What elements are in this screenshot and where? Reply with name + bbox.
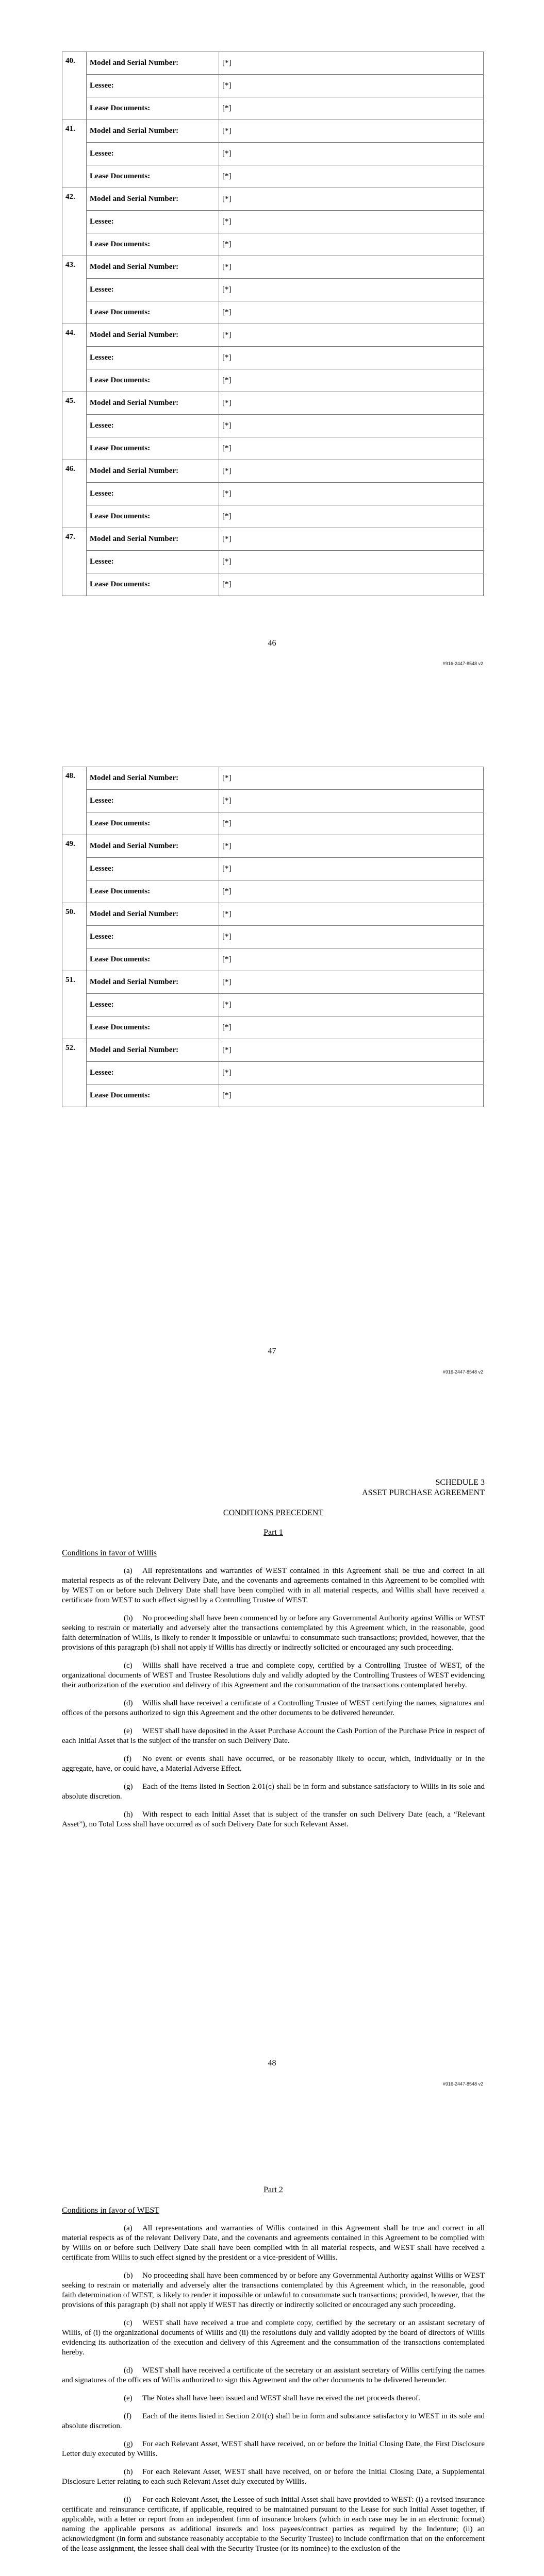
lease-documents-label: Lease Documents: <box>87 1016 219 1039</box>
lessee-label: Lessee: <box>87 415 219 437</box>
table-row <box>62 971 484 994</box>
lease-documents-value: [*] <box>219 505 484 528</box>
lease-documents-value: [*] <box>219 573 484 596</box>
lease-documents-value: [*] <box>219 812 484 835</box>
page-number: 48 <box>268 2059 276 2067</box>
paragraph-text: For each Relevant Asset, WEST shall have received, on or before the Initial Closing Date, a Supplemental Disclosure Letter relating to each such Relevant Asset duly executed by Willis. <box>62 2468 485 2486</box>
doc-id: #916-2447-8548 v2 <box>442 1369 483 1375</box>
condition-paragraph <box>62 1661 485 1690</box>
model-serial-label: Model and Serial Number: <box>87 120 219 143</box>
table-row <box>62 948 484 971</box>
page-48 <box>0 1478 544 1829</box>
table-row <box>62 926 484 948</box>
table-row <box>62 528 484 551</box>
item-number: 43. <box>62 256 87 324</box>
model-serial-label: Model and Serial Number: <box>87 1039 219 1062</box>
paragraph-text: All representations and warranties of WEST contained in this Agreement shall be true and correct in all material respects as of the relevant Delivery Date, and the covenants and agreements contained in this Agreement to be complied with by WEST on or before such Delivery Date shall have been complied with in all material respects, and Willis shall have received a certificate from WEST to such effect signed by a Controlling Trustee of WEST. <box>62 1567 485 1604</box>
condition-paragraph <box>62 2224 485 2263</box>
lessee-value: [*] <box>219 279 484 301</box>
table-row <box>62 437 484 460</box>
model-serial-value: [*] <box>219 324 484 347</box>
lessee-value: [*] <box>219 347 484 369</box>
subsection-title: Conditions in favor of Willis <box>62 1549 157 1557</box>
lessee-value: [*] <box>219 483 484 505</box>
lease-documents-label: Lease Documents: <box>87 1084 219 1107</box>
paragraph-label: (g) <box>124 1783 133 1791</box>
paragraph-text: No event or events shall have occurred, or be reasonably likely to occur, which, individually or in the aggregate, have, or could have, a Material Adverse Effect. <box>62 1755 485 1773</box>
table-row <box>62 97 484 120</box>
model-serial-label: Model and Serial Number: <box>87 188 219 211</box>
condition-paragraph <box>62 2394 485 2403</box>
lease-documents-value: [*] <box>219 97 484 120</box>
condition-paragraph <box>62 1810 485 1829</box>
paragraph-label: (c) <box>124 1662 133 1670</box>
paragraph-label: (a) <box>124 2224 133 2232</box>
lessee-value: [*] <box>219 926 484 948</box>
doc-id: #916-2447-8548 v2 <box>442 2081 483 2087</box>
model-serial-label: Model and Serial Number: <box>87 971 219 994</box>
table-row <box>62 790 484 812</box>
lessee-label: Lessee: <box>87 790 219 812</box>
paragraph-text: For each Relevant Asset, the Lessee of such Initial Asset shall have provided to WEST: (i) a revised insurance certificate and reinsurance certificate, if applicable, required to be maintained pursuant to the Lease for such Initial Asset together, if applicable, with a letter or report from an independent firm of insurance brokers (which in each case may be in an electronic format) naming the applicable persons as additional insureds and loss payees/contract parties as required by the Indenture; (ii) an acknowledgment (in form and substance reasonably acceptable to the Security Trustee) to include confirmation that on the enforcement of the lease assignment, the lessee shall deal with the Security Trustee (or its nominee) to the exclusion of the <box>62 2496 485 2553</box>
lessee-value: [*] <box>219 790 484 812</box>
condition-paragraph <box>62 2439 485 2459</box>
table-row <box>62 120 484 143</box>
table-row <box>62 165 484 188</box>
item-number: 45. <box>62 392 87 460</box>
table-row <box>62 505 484 528</box>
paragraph-text: The Notes shall have been issued and WEST shall have received the net proceeds thereof. <box>142 2394 420 2402</box>
table-row <box>62 1084 484 1107</box>
table-row <box>62 279 484 301</box>
condition-paragraph <box>62 1566 485 1605</box>
table-row <box>62 1016 484 1039</box>
table-row <box>62 75 484 97</box>
page-number: 47 <box>268 1347 276 1355</box>
model-serial-label: Model and Serial Number: <box>87 767 219 790</box>
paragraph-label: (b) <box>124 2272 133 2280</box>
table-row <box>62 415 484 437</box>
model-serial-label: Model and Serial Number: <box>87 324 219 347</box>
condition-paragraph <box>62 2271 485 2310</box>
conditions-list <box>62 1566 485 1829</box>
item-number: 51. <box>62 971 87 1039</box>
paragraph-text: WEST shall have received a true and complete copy, certified by the secretary or an assistant secretary of Willis, of (i) the organizational documents of Willis and (ii) the resolutions duly and validly adopted by the board of directors of Willis evidencing its authorization of the execution and delivery of this Agreement and the consummation of the transactions contemplated hereby. <box>62 2319 485 2357</box>
paragraph-text: For each Relevant Asset, WEST shall have received, on or before the Initial Closing Date, the First Disclosure Letter duly executed by Willis. <box>62 2440 485 2458</box>
lessee-label: Lessee: <box>87 994 219 1016</box>
part-title: Part 1 <box>263 1528 283 1537</box>
paragraph-label: (e) <box>124 2394 133 2402</box>
table-row <box>62 812 484 835</box>
model-serial-value: [*] <box>219 835 484 858</box>
model-serial-value: [*] <box>219 52 484 75</box>
lessee-label: Lessee: <box>87 279 219 301</box>
table-row <box>62 324 484 347</box>
condition-paragraph <box>62 1699 485 1718</box>
model-serial-label: Model and Serial Number: <box>87 392 219 415</box>
paragraph-text: Each of the items listed in Section 2.01(c) shall be in form and substance satisfactory to WEST in its sole and absolute discretion. <box>62 2412 485 2430</box>
paragraph-label: (h) <box>124 1810 133 1819</box>
lease-documents-value: [*] <box>219 369 484 392</box>
paragraph-text: With respect to each Initial Asset that is subject of the transfer on such Delivery Date (each, a “Relevant Asset”), no Total Loss shall have occurred as of such Delivery Date for such Relevant Asset. <box>62 1810 485 1828</box>
model-serial-value: [*] <box>219 392 484 415</box>
table-row <box>62 483 484 505</box>
model-serial-value: [*] <box>219 188 484 211</box>
condition-paragraph <box>62 2412 485 2431</box>
lease-documents-value: [*] <box>219 233 484 256</box>
paragraph-text: Willis shall have received a true and complete copy, certified by a Controlling Trustee of WEST, of the organizational documents of WEST and Trustee Resolutions duly and validly adopted by the Controlling Trustees of WEST evidencing their authorization of the execution and delivery of this Agreement and the consummation of the transactions contemplated hereby. <box>62 1662 485 1689</box>
model-serial-value: [*] <box>219 767 484 790</box>
paragraph-text: WEST shall have deposited in the Asset Purchase Account the Cash Portion of the Purchase Price in respect of each Initial Asset that is the subject of the transfer on such Delivery Date. <box>62 1727 485 1745</box>
paragraph-label: (b) <box>124 1614 133 1622</box>
page-46 <box>0 52 544 596</box>
table-row <box>62 1062 484 1084</box>
paragraph-label: (d) <box>124 1699 133 1707</box>
model-serial-value: [*] <box>219 528 484 551</box>
condition-paragraph <box>62 1614 485 1653</box>
table-row <box>62 903 484 926</box>
lease-documents-label: Lease Documents: <box>87 165 219 188</box>
model-serial-value: [*] <box>219 903 484 926</box>
paragraph-label: (g) <box>124 2440 133 2448</box>
table-row <box>62 994 484 1016</box>
lease-documents-label: Lease Documents: <box>87 97 219 120</box>
lessee-label: Lessee: <box>87 926 219 948</box>
item-number: 49. <box>62 835 87 903</box>
agreement-label: ASSET PURCHASE AGREEMENT <box>362 1488 485 1497</box>
lessee-label: Lessee: <box>87 1062 219 1084</box>
table-row <box>62 143 484 165</box>
section-title: CONDITIONS PRECEDENT <box>223 1509 324 1517</box>
page-47 <box>0 767 544 1107</box>
lessee-label: Lessee: <box>87 858 219 880</box>
lessee-label: Lessee: <box>87 143 219 165</box>
lease-documents-label: Lease Documents: <box>87 505 219 528</box>
paragraph-text: Willis shall have received a certificate of a Controlling Trustee of WEST certifying the names, signatures and offices of the persons authorized to sign this Agreement and the other documents to be delivered hereunder. <box>62 1699 485 1717</box>
table-row <box>62 858 484 880</box>
paragraph-label: (h) <box>124 2468 133 2476</box>
item-number: 46. <box>62 460 87 528</box>
table-row <box>62 880 484 903</box>
lessee-value: [*] <box>219 415 484 437</box>
table-row <box>62 460 484 483</box>
lease-documents-label: Lease Documents: <box>87 880 219 903</box>
model-serial-label: Model and Serial Number: <box>87 52 219 75</box>
lease-documents-label: Lease Documents: <box>87 573 219 596</box>
lease-documents-label: Lease Documents: <box>87 437 219 460</box>
page-49 <box>0 2185 544 2554</box>
paragraph-text: No proceeding shall have been commenced by or before any Governmental Authority against Willis or WEST seeking to restrain or materially and adversely alter the transactions contemplated by this Agreement which, in the reasonable, good faith determination of WEST, is likely to render it impossible or unlawful to consummate such transactions; provided, however, that the provisions of this paragraph (b) shall not apply if WEST has directly or indirectly solicited or encouraged any such proceeding. <box>62 2272 485 2309</box>
paragraph-label: (f) <box>124 2412 131 2420</box>
model-serial-value: [*] <box>219 971 484 994</box>
table-row <box>62 188 484 211</box>
lessee-label: Lessee: <box>87 75 219 97</box>
condition-paragraph <box>62 1754 485 1774</box>
lessee-value: [*] <box>219 858 484 880</box>
lease-documents-value: [*] <box>219 437 484 460</box>
model-serial-value: [*] <box>219 1039 484 1062</box>
table-row <box>62 1039 484 1062</box>
paragraph-text: WEST shall have received a certificate of the secretary or an assistant secretary of Willis certifying the names and signatures of the officers of Willis authorized to sign this Agreement and the other documents to be delivered hereunder. <box>62 2366 485 2384</box>
condition-paragraph <box>62 2495 485 2554</box>
paragraph-label: (i) <box>124 2496 131 2504</box>
lease-documents-value: [*] <box>219 165 484 188</box>
part-title: Part 2 <box>263 2185 283 2194</box>
lessee-value: [*] <box>219 994 484 1016</box>
lease-documents-label: Lease Documents: <box>87 369 219 392</box>
lessee-value: [*] <box>219 143 484 165</box>
page-number: 46 <box>268 639 276 648</box>
model-serial-value: [*] <box>219 120 484 143</box>
paragraph-label: (c) <box>124 2319 133 2327</box>
item-number: 47. <box>62 528 87 596</box>
item-number: 41. <box>62 120 87 188</box>
table-row <box>62 233 484 256</box>
paragraph-label: (a) <box>124 1567 133 1575</box>
model-serial-label: Model and Serial Number: <box>87 903 219 926</box>
lease-documents-label: Lease Documents: <box>87 301 219 324</box>
table-row <box>62 301 484 324</box>
table-row <box>62 211 484 233</box>
paragraph-label: (f) <box>124 1755 131 1763</box>
condition-paragraph <box>62 1726 485 1746</box>
lessee-value: [*] <box>219 211 484 233</box>
item-number: 40. <box>62 52 87 120</box>
lessee-value: [*] <box>219 1062 484 1084</box>
lessee-label: Lessee: <box>87 551 219 573</box>
table-row <box>62 573 484 596</box>
lessee-label: Lessee: <box>87 211 219 233</box>
condition-paragraph <box>62 1782 485 1802</box>
lessee-label: Lessee: <box>87 347 219 369</box>
table-row <box>62 256 484 279</box>
schedule-label: SCHEDULE 3 <box>435 1478 485 1487</box>
condition-paragraph <box>62 2318 485 2358</box>
paragraph-text: No proceeding shall have been commenced by or before any Governmental Authority against Willis or WEST seeking to restrain or materially and adversely alter the transactions contemplated by this Agreement which, in the reasonable, good faith determination of Willis, is likely to render it impossible or unlawful to consummate such transactions; provided, however, that the provisions of this paragraph (b) shall not apply if Willis has directly or indirectly solicited or encouraged any such proceeding. <box>62 1614 485 1652</box>
lessee-label: Lessee: <box>87 483 219 505</box>
lessee-value: [*] <box>219 75 484 97</box>
item-number: 42. <box>62 188 87 256</box>
condition-paragraph <box>62 2366 485 2385</box>
paragraph-label: (d) <box>124 2366 133 2375</box>
table-row <box>62 392 484 415</box>
item-number: 52. <box>62 1039 87 1107</box>
table-row <box>62 767 484 790</box>
lease-documents-label: Lease Documents: <box>87 233 219 256</box>
model-serial-value: [*] <box>219 460 484 483</box>
table-row <box>62 369 484 392</box>
lease-documents-value: [*] <box>219 1016 484 1039</box>
asset-schedule-table-2 <box>62 767 484 1107</box>
subsection-title: Conditions in favor of WEST <box>62 2206 160 2215</box>
lease-documents-value: [*] <box>219 948 484 971</box>
lease-documents-value: [*] <box>219 880 484 903</box>
model-serial-label: Model and Serial Number: <box>87 256 219 279</box>
table-row <box>62 551 484 573</box>
lease-documents-value: [*] <box>219 301 484 324</box>
condition-paragraph <box>62 2467 485 2487</box>
item-number: 44. <box>62 324 87 392</box>
paragraph-label: (e) <box>124 1727 133 1735</box>
item-number: 50. <box>62 903 87 971</box>
doc-id: #916-2447-8548 v2 <box>442 661 483 666</box>
lessee-value: [*] <box>219 551 484 573</box>
asset-schedule-table-1 <box>62 52 484 596</box>
model-serial-label: Model and Serial Number: <box>87 528 219 551</box>
table-row <box>62 835 484 858</box>
lease-documents-label: Lease Documents: <box>87 812 219 835</box>
model-serial-label: Model and Serial Number: <box>87 835 219 858</box>
lease-documents-value: [*] <box>219 1084 484 1107</box>
item-number: 48. <box>62 767 87 835</box>
model-serial-value: [*] <box>219 256 484 279</box>
table-row <box>62 347 484 369</box>
paragraph-text: Each of the items listed in Section 2.01(c) shall be in form and substance satisfactory to Willis in its sole and absolute discretion. <box>62 1783 485 1801</box>
lease-documents-label: Lease Documents: <box>87 948 219 971</box>
conditions-list <box>62 2224 485 2554</box>
model-serial-label: Model and Serial Number: <box>87 460 219 483</box>
paragraph-text: All representations and warranties of Willis contained in this Agreement shall be true and correct in all material respects as of the relevant Delivery Date, and the covenants and agreements contained in this Agreement to be complied with by Willis on or before such Delivery Date shall have been complied with in all material respects, and WEST shall have received a certificate from Willis to such effect signed by the president or a vice-president of Willis. <box>62 2224 485 2262</box>
table-row <box>62 52 484 75</box>
